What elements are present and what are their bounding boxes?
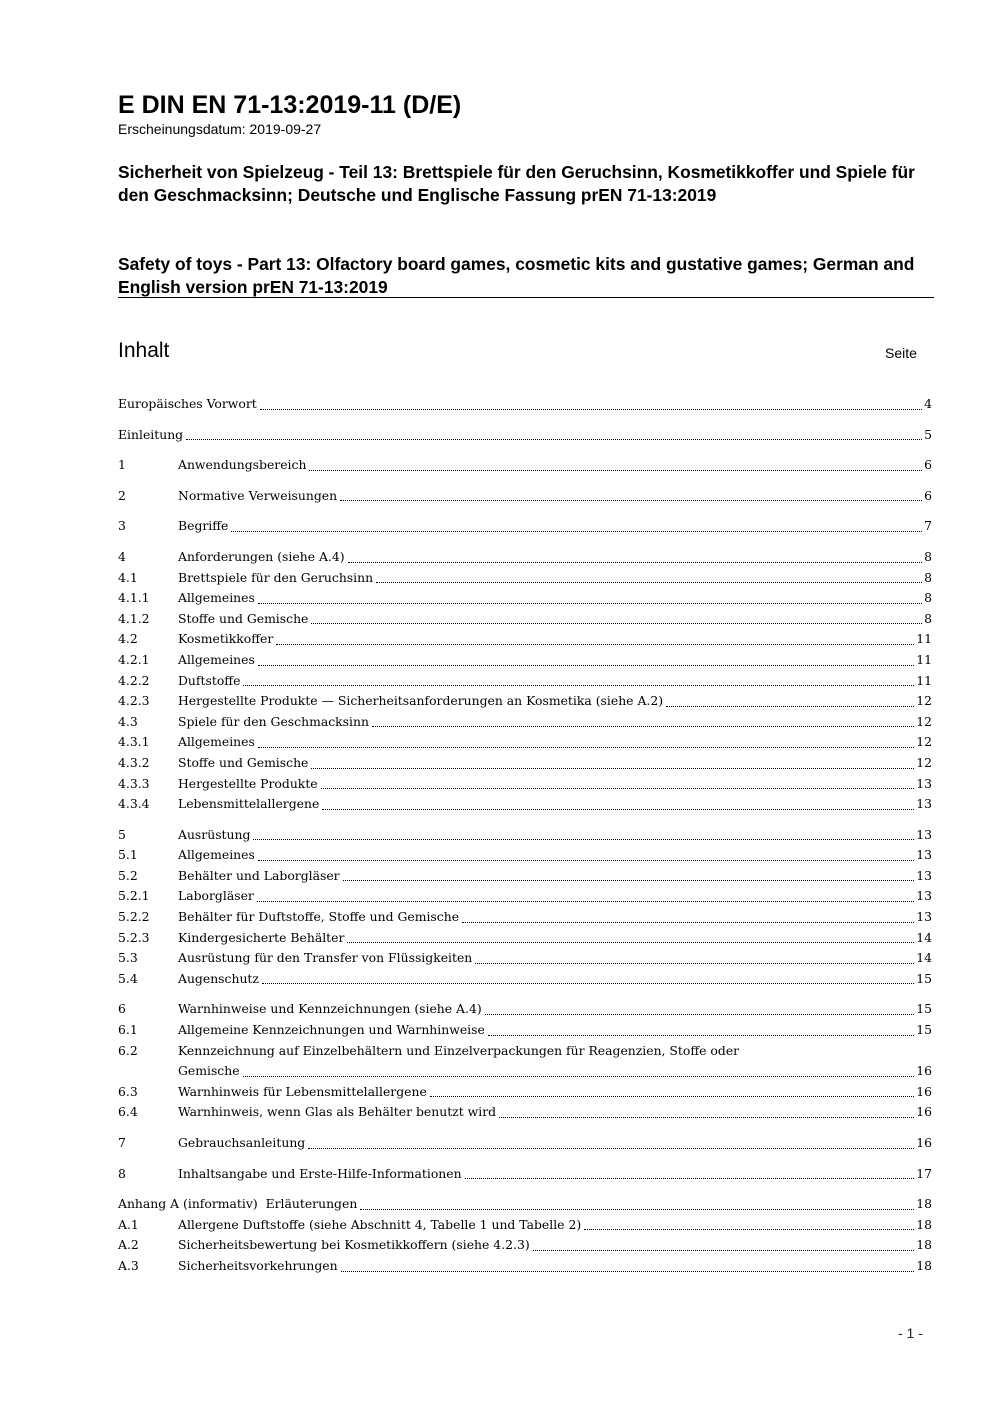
toc-entry-title: Stoffe und Gemische	[178, 610, 309, 626]
dot-leader	[253, 839, 914, 840]
toc-entry[interactable]	[118, 516, 932, 537]
dot-leader	[341, 1271, 915, 1272]
toc-entry-number: 4.2	[118, 631, 138, 647]
toc-entry-title: Warnhinweis, wenn Glas als Behälter benutzt wird	[178, 1104, 497, 1120]
toc-entry-number: 5.3	[118, 950, 138, 966]
toc-entry[interactable]	[118, 753, 932, 774]
toc-entry[interactable]	[118, 928, 932, 949]
toc-entry-page: 18	[916, 1237, 932, 1253]
toc-entry-title: Hergestellte Produkte — Sicherheitsanforderungen an Kosmetika (siehe A.2)	[178, 693, 664, 709]
toc-entry[interactable]	[118, 629, 932, 650]
dot-leader	[243, 1076, 915, 1077]
toc-entry-title: Brettspiele für den Geruchsinn	[178, 569, 374, 585]
toc-entry[interactable]	[118, 712, 932, 733]
toc-entry-number: 4.3.1	[118, 734, 150, 750]
toc-entry-title: Kennzeichnung auf Einzelbehältern und Einzelverpackungen für Reagenzien, Stoffe oder	[178, 1042, 740, 1058]
toc-entry-page: 18	[916, 1216, 932, 1232]
toc-entry-number: 4.3.3	[118, 775, 150, 791]
toc-entry-title: Laborgläser	[178, 888, 254, 904]
toc-entry-title: Allergene Duftstoffe (siehe Abschnitt 4, Tabelle 1 und Tabelle 2)	[178, 1216, 582, 1232]
toc-entry-page: 15	[916, 1001, 932, 1017]
toc-entry-title: Kindergesicherte Behälter	[178, 929, 345, 945]
toc-entry-page: 12	[916, 713, 932, 729]
toc-entry-number: 6.3	[118, 1083, 138, 1099]
toc-entry-page: 14	[916, 929, 932, 945]
toc-entry-number: 4.2.2	[118, 672, 150, 688]
toc-entry-page: 8	[924, 610, 932, 626]
toc-entry-page: 13	[916, 826, 932, 842]
toc-entry-page: 17	[916, 1165, 932, 1181]
toc-entry[interactable]	[118, 886, 932, 907]
standard-id: E DIN EN 71-13:2019-11 (D/E)	[118, 91, 462, 119]
toc-entry-number: A.3	[118, 1257, 139, 1273]
toc-entry-title: Anforderungen (siehe A.4)	[178, 548, 345, 564]
dot-leader	[257, 901, 914, 902]
toc-entry-page: 13	[916, 847, 932, 863]
toc-entry-page: 8	[924, 548, 932, 564]
toc-entry-page: 11	[916, 672, 932, 688]
toc-entry-page: 16	[916, 1063, 932, 1079]
toc-entry-number: 5.2.3	[118, 929, 150, 945]
toc-entry-title: Sicherheitsbewertung bei Kosmetikkoffern (siehe 4.2.3)	[178, 1237, 530, 1253]
dot-leader	[243, 685, 914, 686]
toc-entry[interactable]	[118, 1215, 932, 1236]
toc-entry[interactable]	[118, 568, 932, 589]
dot-leader	[322, 809, 914, 810]
dot-leader	[343, 880, 915, 881]
toc-entry-title: Europäisches Vorwort	[118, 396, 257, 411]
dot-leader	[258, 603, 922, 604]
toc-entry-title: Duftstoffe	[178, 672, 241, 688]
dot-leader	[485, 1014, 915, 1015]
toc-entry-title: Anwendungsbereich	[178, 457, 307, 473]
toc-entry[interactable]	[118, 794, 932, 815]
toc-entry-title: Warnhinweise und Kennzeichnungen (siehe A.4)	[178, 1001, 482, 1017]
dot-leader	[360, 1209, 914, 1210]
toc-entry[interactable]	[118, 1020, 932, 1041]
toc-entry[interactable]	[118, 907, 932, 928]
toc-entry-continuation[interactable]	[118, 1061, 932, 1082]
toc-entry-page: 15	[916, 970, 932, 986]
toc-entry[interactable]	[118, 732, 932, 753]
toc-entry[interactable]	[118, 1235, 932, 1256]
toc-entry[interactable]	[118, 547, 932, 568]
toc-entry-title: Allgemeine Kennzeichnungen und Warnhinweise	[178, 1022, 485, 1038]
dot-leader	[533, 1250, 915, 1251]
toc-entry-title: Inhaltsangabe und Erste-Hilfe-Informationen	[178, 1165, 462, 1181]
dot-leader	[231, 531, 922, 532]
toc-entry-number: 5.4	[118, 970, 138, 986]
toc-entry[interactable]	[118, 650, 932, 671]
toc-entry-page: 13	[916, 796, 932, 812]
dot-leader	[262, 983, 914, 984]
toc-entry-title: Allgemeines	[178, 590, 255, 606]
toc-entry-title: Lebensmittelallergene	[178, 796, 320, 812]
dot-leader	[258, 665, 914, 666]
page-column-label: Seite	[885, 345, 917, 361]
toc-entry-number: 4.1.1	[118, 590, 150, 606]
toc-entry-title: Einleitung	[118, 426, 184, 442]
dot-leader	[462, 922, 914, 923]
toc-entry-number: A.1	[118, 1216, 139, 1232]
toc-entry-number: 5.1	[118, 847, 138, 863]
toc-entry-page: 12	[916, 734, 932, 750]
toc-entry-page: 13	[916, 867, 932, 883]
toc-entry-number: A.2	[118, 1237, 139, 1253]
toc-entry[interactable]	[118, 948, 932, 969]
dot-leader	[340, 500, 922, 501]
toc-entry-title: Allgemeines	[178, 734, 255, 750]
dot-leader	[348, 562, 923, 563]
title-divider	[118, 297, 934, 298]
toc-entry-page: 18	[916, 1257, 932, 1273]
toc-entry[interactable]	[118, 866, 932, 887]
toc-entry[interactable]	[118, 1164, 932, 1185]
toc-heading: Inhalt	[118, 339, 170, 362]
toc-entry-title: Anhang A (informativ) Erläuterungen	[118, 1196, 358, 1212]
toc-entry-page: 6	[924, 457, 932, 473]
toc-entry[interactable]	[118, 455, 932, 476]
toc-entry-title: Allgemeines	[178, 847, 255, 863]
toc-entry-page: 13	[916, 888, 932, 904]
toc-entry[interactable]	[118, 1133, 932, 1154]
title-german: Sicherheit von Spielzeug - Teil 13: Brettspiele für den Geruchsinn, Kosmetikkoffer und Spiele für den Geschmacksinn; Deutsche und Englische Fassung prEN 71-13:2019	[118, 162, 915, 205]
toc-entry-page: 12	[916, 754, 932, 770]
toc-entry-number: 7	[118, 1135, 126, 1150]
toc-entry-page: 12	[916, 693, 932, 709]
toc-entry[interactable]	[118, 671, 932, 692]
dot-leader	[309, 470, 922, 471]
toc-entry-page: 8	[924, 590, 932, 606]
toc-entry-title: Spiele für den Geschmacksinn	[178, 713, 369, 729]
toc-entry-number: 4.1	[118, 569, 138, 585]
dot-leader	[430, 1096, 914, 1097]
toc-entry-page: 14	[916, 950, 932, 966]
toc-entry-number: 6.2	[118, 1042, 138, 1058]
toc-entry[interactable]	[118, 825, 932, 846]
toc-entry[interactable]	[118, 999, 932, 1020]
toc-entry-page: 16	[916, 1083, 932, 1099]
toc-entry-page: 18	[916, 1196, 932, 1212]
toc-entry[interactable]	[118, 1082, 932, 1103]
toc-entry-page: 16	[916, 1135, 932, 1150]
dot-leader	[186, 439, 922, 440]
toc-entry-title: Augenschutz	[178, 970, 259, 986]
toc-entry-title-continuation: Gemische	[178, 1063, 240, 1079]
dot-leader	[321, 788, 915, 789]
toc-entry[interactable]	[118, 691, 932, 712]
toc-entry-page: 4	[924, 396, 932, 411]
toc-entry-number: 1	[118, 457, 126, 473]
toc-entry-page: 16	[916, 1104, 932, 1120]
dot-leader	[475, 963, 914, 964]
dot-leader	[488, 1035, 914, 1036]
toc-entry-page: 6	[924, 487, 932, 503]
toc-entry-number: 4	[118, 548, 126, 564]
toc-entry-number: 6.1	[118, 1022, 138, 1038]
toc-entry-title: Allgemeines	[178, 651, 255, 667]
page-number: - 1 -	[898, 1325, 923, 1341]
title-english: Safety of toys - Part 13: Olfactory board games, cosmetic kits and gustative games; German and English version prEN 71-13:2019	[118, 254, 915, 297]
toc-entry-number: 4.3	[118, 713, 138, 729]
toc-entry-page: 13	[916, 909, 932, 925]
toc-entry-number: 5	[118, 826, 126, 842]
toc-entry[interactable]	[118, 394, 932, 415]
toc-entry[interactable]	[118, 845, 932, 866]
dot-leader	[311, 768, 914, 769]
dot-leader	[258, 747, 914, 748]
toc-entry[interactable]	[118, 486, 932, 507]
toc-entry-number: 3	[118, 518, 126, 534]
toc-entry[interactable]	[118, 969, 932, 990]
toc-entry-number: 2	[118, 487, 126, 503]
toc-entry-page: 13	[916, 775, 932, 791]
dot-leader	[465, 1178, 915, 1179]
toc-entry-number: 5.2	[118, 867, 138, 883]
dot-leader	[308, 1148, 914, 1149]
toc-entry-number: 4.2.3	[118, 693, 150, 709]
toc-entry-title: Normative Verweisungen	[178, 487, 338, 503]
toc-entry-number: 5.2.2	[118, 909, 150, 925]
toc-entry[interactable]	[118, 1194, 932, 1215]
toc-entry-number: 6.4	[118, 1104, 138, 1120]
toc-entry-title: Sicherheitsvorkehrungen	[178, 1257, 338, 1273]
dot-leader	[276, 644, 914, 645]
toc-entry-title: Behälter für Duftstoffe, Stoffe und Gemische	[178, 909, 460, 925]
dot-leader	[311, 623, 922, 624]
toc-entry-page: 15	[916, 1022, 932, 1038]
dot-leader	[372, 726, 914, 727]
toc-entry-title: Behälter und Laborgläser	[178, 867, 340, 883]
toc-entry-number: 5.2.1	[118, 888, 150, 904]
toc-entry-title: Begriffe	[178, 518, 229, 534]
toc-entry-page: 11	[916, 631, 932, 647]
dot-leader	[376, 582, 922, 583]
toc-entry-number: 4.3.2	[118, 754, 150, 770]
toc-entry[interactable]	[118, 609, 932, 630]
toc-entry-title: Warnhinweis für Lebensmittelallergene	[178, 1083, 427, 1099]
dot-leader	[584, 1229, 914, 1230]
toc-entry[interactable]	[118, 774, 932, 795]
toc-entry[interactable]	[118, 1041, 932, 1062]
dot-leader	[347, 942, 914, 943]
toc-entry-page: 5	[924, 426, 932, 442]
toc-entry-title: Ausrüstung	[178, 826, 251, 842]
toc-entry-number: 4.3.4	[118, 796, 150, 812]
toc-entry[interactable]	[118, 1102, 932, 1123]
toc-entry-number: 8	[118, 1165, 126, 1181]
dot-leader	[499, 1117, 914, 1118]
dot-leader	[258, 860, 914, 861]
toc-entry[interactable]	[118, 588, 932, 609]
toc-entry-page: 8	[924, 569, 932, 585]
toc-entry-title: Gebrauchsanleitung	[178, 1135, 306, 1150]
toc-entry-title: Stoffe und Gemische	[178, 754, 309, 770]
toc-entry-page: 7	[924, 518, 932, 534]
toc-entry-number: 6	[118, 1001, 126, 1017]
table-of-contents	[118, 394, 932, 1277]
toc-entry[interactable]	[118, 1256, 932, 1277]
dot-leader	[666, 706, 914, 707]
dot-leader	[260, 409, 922, 410]
publication-date: Erscheinungsdatum: 2019-09-27	[118, 121, 322, 137]
toc-entry-number: 4.1.2	[118, 610, 150, 626]
toc-entry-title: Ausrüstung für den Transfer von Flüssigkeiten	[178, 950, 473, 966]
toc-entry[interactable]	[118, 425, 932, 446]
toc-entry-page: 11	[916, 651, 932, 667]
toc-entry-title: Hergestellte Produkte	[178, 775, 318, 791]
toc-entry-number: 4.2.1	[118, 651, 150, 667]
toc-entry-title: Kosmetikkoffer	[178, 631, 274, 647]
